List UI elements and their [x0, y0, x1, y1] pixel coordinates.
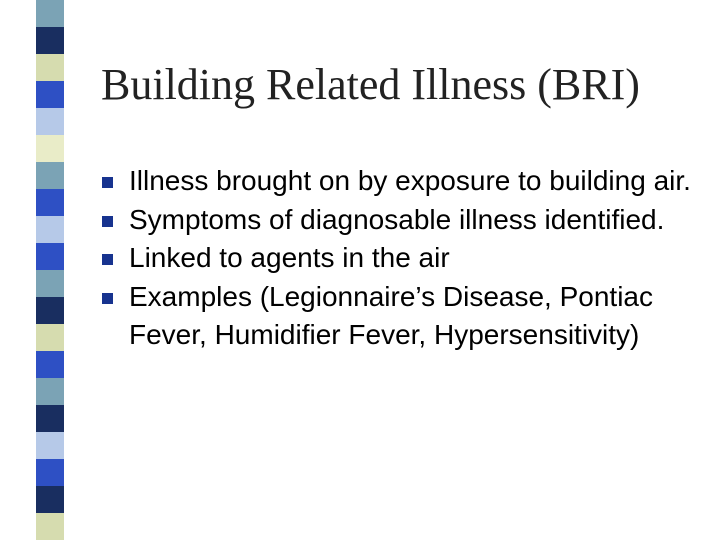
bullet-item — [100, 239, 700, 278]
bullet-text: Illness brought on by exposure to building air. — [129, 165, 691, 196]
decorative-stripe — [36, 513, 64, 540]
bullet-text: Symptoms of diagnosable illness identified. — [129, 203, 665, 235]
decorative-stripe — [36, 54, 64, 81]
square-bullet-icon — [102, 216, 113, 227]
decorative-stripe — [36, 216, 64, 243]
decorative-stripe — [36, 162, 64, 189]
decorative-stripe — [36, 432, 64, 459]
decorative-stripe — [36, 27, 64, 54]
bullet-list — [100, 162, 700, 355]
bullet-item — [100, 278, 700, 355]
slide-title: Building Related Illness (BRI) — [101, 60, 640, 109]
decorative-stripe — [36, 0, 64, 27]
square-bullet-icon — [102, 254, 113, 265]
bullet-text: Linked to agents in the air — [129, 242, 450, 273]
decorative-stripe — [36, 486, 64, 513]
decorative-stripe — [36, 405, 64, 432]
square-bullet-icon — [102, 293, 113, 304]
decorative-stripe — [36, 459, 64, 486]
decorative-stripe — [36, 108, 64, 135]
bullet-item — [100, 201, 700, 240]
decorative-stripe — [36, 243, 64, 270]
decorative-stripe — [36, 81, 64, 108]
decorative-stripe — [36, 297, 64, 324]
decorative-stripe — [36, 189, 64, 216]
decorative-stripe — [36, 324, 64, 351]
bullet-item — [100, 162, 700, 201]
decorative-stripe-bar — [0, 0, 64, 540]
bullet-text: Examples (Legionnaire’s Disease, Pontiac Fever, Humidifier Fever, Hypersensitivity) — [129, 280, 653, 350]
decorative-stripe — [36, 270, 64, 297]
decorative-stripe — [36, 378, 64, 405]
decorative-stripe — [36, 351, 64, 378]
square-bullet-icon — [102, 177, 113, 188]
decorative-stripe — [36, 135, 64, 162]
